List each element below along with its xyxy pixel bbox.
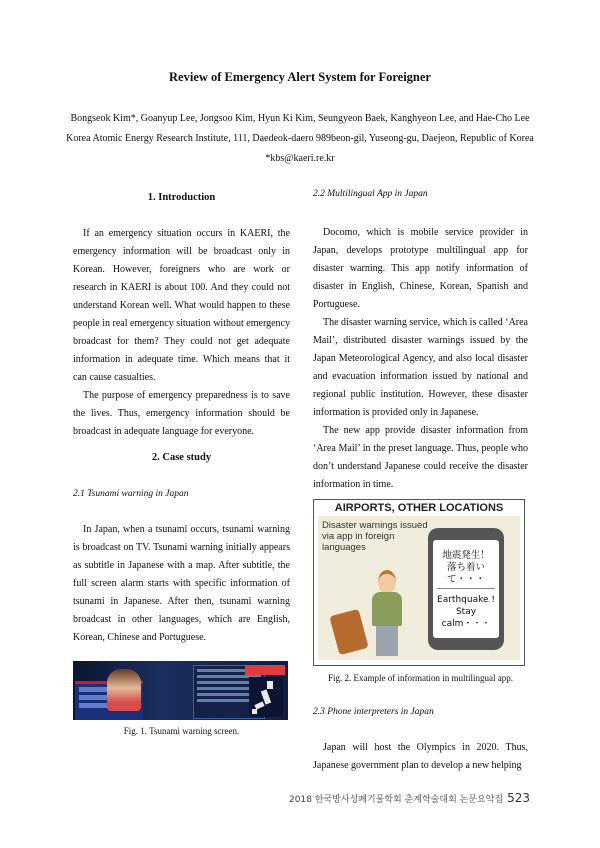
introduction-body — [73, 225, 290, 441]
english-line-2: Stay calm・・・ — [441, 607, 491, 629]
subsection-2-1-body — [73, 521, 290, 647]
english-alert-text — [436, 594, 496, 630]
paragraph: Japan will host the Olympics in 2020. Thus, Japanese government plan to develop a new helping — [313, 742, 528, 771]
smartphone-icon — [428, 528, 504, 650]
paragraph: In Japan, when a tsunami occurs, tsunami warning is broadcast on TV. Tsunami warning initially appears as subtitle in Japanese with a map. After subtitle, the full screen alarm starts with specific information of tsunami in Japanese. After then, tsunami warning broadcast in other languages, which are English, Korean, Chinese and Portuguese. — [73, 524, 290, 643]
authors: Bongseok Kim*, Goanyup Lee, Jongsoo Kim, Hyun Ki Kim, Seungyeon Baek, Kanghyeon Lee, and Hae-Cho Lee — [70, 113, 530, 124]
email: *kbs@kaeri.re.kr — [265, 153, 335, 164]
paragraph: If an emergency situation occurs in KAERI, the emergency information will be broadcast only in Korean. However, foreigners who are work or research in KAERI is about 100. And they could not understand Korean well. What would happen to these people in real emergency situation without emergency broadcast for them? They could not get adequate information in adequate time. Which means that it can cause casualties. — [73, 228, 290, 383]
japanese-line-1: 地震発生！ — [442, 550, 490, 561]
japanese-line-2: 落ち着いて・・・ — [446, 562, 485, 585]
figure-2-caption: Fig. 2. Example of information in multilingual app. — [328, 673, 513, 683]
figure-2-subtitle: Disaster warnings issued via app in foreign languages — [322, 520, 428, 553]
japanese-alert-text — [436, 550, 496, 586]
person-body — [372, 592, 402, 626]
subsection-2-3-body — [313, 739, 528, 775]
section-heading-case-study: 2. Case study — [151, 452, 212, 463]
figure-2-header: AIRPORTS, OTHER LOCATIONS — [334, 502, 504, 514]
figure-japan-map — [249, 677, 283, 717]
figure-news-anchor — [107, 669, 141, 711]
subsection-heading-2-1: 2.1 Tsunami warning in Japan — [73, 489, 189, 499]
affiliation: Korea Atomic Energy Research Institute, 111, Daedeok-daero 989beon-gil, Yuseong-gu, Daejeon, Republic of Korea — [66, 133, 534, 144]
person-head — [378, 570, 396, 594]
footer-text: 2018 한국방사성폐기물학회 춘계학술대회 논문요약집 — [289, 795, 504, 805]
page-footer — [0, 791, 530, 805]
section-heading-introduction: 1. Introduction — [147, 192, 216, 203]
paper-title: Review of Emergency Alert System for Foreigner — [169, 70, 431, 84]
figure-tsunami-warning-screen — [73, 661, 288, 720]
person-legs — [376, 626, 398, 656]
subsection-2-2-body — [313, 224, 528, 494]
page-number: 523 — [507, 791, 530, 805]
figure-multilingual-app — [313, 499, 525, 666]
subsection-heading-2-2: 2.2 Multilingual App in Japan — [313, 189, 428, 199]
english-line-1: Earthquake ! — [437, 595, 495, 605]
figure-1-caption: Fig. 1. Tsunami warning screen. — [123, 726, 240, 736]
paragraph: The new app provide disaster information from ‘Area Mail’ in the preset language. Thus, people who don’t understand Japanese could receive the disaster information in time. — [313, 425, 528, 490]
paragraph: The purpose of emergency preparedness is to save the lives. Thus, emergency information should be broadcast in adequate language for everyone. — [73, 390, 290, 437]
paragraph: The disaster warning service, which is called ‘Area Mail’, distributed disaster warnings issued by the Japan Meteorological Agency, and also local disaster and evacuation information issued by national and regional public institution. However, these disaster information is provided only in Japanese. — [313, 317, 528, 418]
figure-warning-label — [245, 665, 285, 675]
subsection-heading-2-3: 2.3 Phone interpreters in Japan — [313, 707, 434, 717]
divider — [437, 588, 495, 589]
paragraph: Docomo, which is mobile service provider in Japan, develops prototype multilingual app for disaster warning. This app notify information of disaster in English, Chinese, Korean, Spanish and Portuguese. — [313, 227, 528, 310]
phone-screen — [433, 540, 499, 638]
